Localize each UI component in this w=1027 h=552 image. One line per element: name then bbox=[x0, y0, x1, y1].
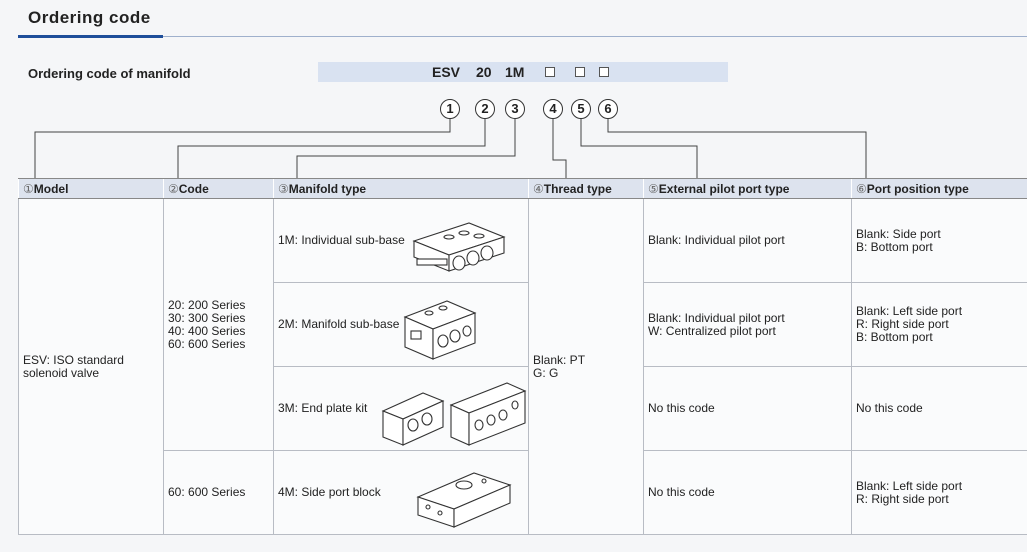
connector-2 bbox=[178, 119, 485, 178]
header-pilot-port-type: ⑤External pilot port type bbox=[644, 179, 852, 199]
manifold-cell-4m bbox=[274, 451, 529, 535]
manifold-type-label: 4M: Side port block bbox=[278, 485, 381, 499]
table-header-row bbox=[19, 179, 1027, 199]
port-position-cell-4: Blank: Left side port R: Right side port bbox=[852, 451, 1027, 535]
code-box-thread bbox=[545, 67, 555, 77]
header-port-position-type: ⑥Port position type bbox=[852, 179, 1027, 199]
title-underline bbox=[18, 35, 163, 38]
end-plate-kit-image bbox=[379, 375, 527, 449]
sub-base-image bbox=[409, 213, 509, 279]
header-model: ①Model bbox=[19, 179, 164, 199]
code-cell-600: 60: 600 Series bbox=[164, 451, 274, 535]
ordering-code-table bbox=[18, 178, 1027, 535]
title-rule bbox=[163, 36, 1027, 37]
number-circle-6: 6 bbox=[598, 99, 618, 119]
header-thread-type: ④Thread type bbox=[529, 179, 644, 199]
code-part-series: 20 bbox=[476, 64, 492, 80]
manifold-cell-2m bbox=[274, 283, 529, 367]
number-circle-5: 5 bbox=[571, 99, 591, 119]
number-circle-2: 2 bbox=[475, 99, 495, 119]
pilot-port-cell-1: Blank: Individual pilot port bbox=[644, 199, 852, 283]
code-box-port bbox=[599, 67, 609, 77]
code-box-pilot bbox=[575, 67, 585, 77]
code-part-manifold: 1M bbox=[505, 64, 525, 80]
connector-1 bbox=[35, 119, 450, 178]
table-row bbox=[19, 199, 1027, 283]
port-position-cell-3: No this code bbox=[852, 367, 1027, 451]
connector-6 bbox=[608, 119, 866, 178]
pilot-port-cell-3: No this code bbox=[644, 367, 852, 451]
thread-type-cell: Blank: PT G: G bbox=[529, 199, 644, 535]
number-circle-3: 3 bbox=[505, 99, 525, 119]
connector-4 bbox=[553, 119, 566, 178]
code-part-model: ESV bbox=[432, 64, 461, 80]
number-circle-4: 4 bbox=[543, 99, 563, 119]
manifold-cell-3m bbox=[274, 367, 529, 451]
model-cell: ESV: ISO standard solenoid valve bbox=[19, 199, 164, 535]
manifold-sub-base-image bbox=[399, 291, 479, 365]
table-row bbox=[19, 451, 1027, 535]
header-code: ②Code bbox=[164, 179, 274, 199]
pilot-port-cell-2: Blank: Individual pilot port W: Centralized pilot port bbox=[644, 283, 852, 367]
port-position-cell-1: Blank: Side port B: Bottom port bbox=[852, 199, 1027, 283]
connector-5 bbox=[581, 119, 697, 178]
side-port-block-image bbox=[414, 463, 514, 531]
pilot-port-cell-4: No this code bbox=[644, 451, 852, 535]
header-manifold-type: ③Manifold type bbox=[274, 179, 529, 199]
manifold-code-label: Ordering code of manifold bbox=[28, 66, 191, 81]
port-position-cell-2: Blank: Left side port R: Right side port B: Bottom port bbox=[852, 283, 1027, 367]
code-cell-series: 20: 200 Series 30: 300 Series 40: 400 Series 60: 600 Series bbox=[164, 199, 274, 451]
manifold-type-label: 2M: Manifold sub-base bbox=[278, 317, 400, 331]
number-circle-1: 1 bbox=[440, 99, 460, 119]
page-title: Ordering code bbox=[28, 8, 151, 27]
manifold-type-label: 1M: Individual sub-base bbox=[278, 233, 405, 247]
manifold-cell-1m bbox=[274, 199, 529, 283]
connector-3 bbox=[297, 119, 515, 178]
manifold-type-label: 3M: End plate kit bbox=[278, 401, 368, 415]
